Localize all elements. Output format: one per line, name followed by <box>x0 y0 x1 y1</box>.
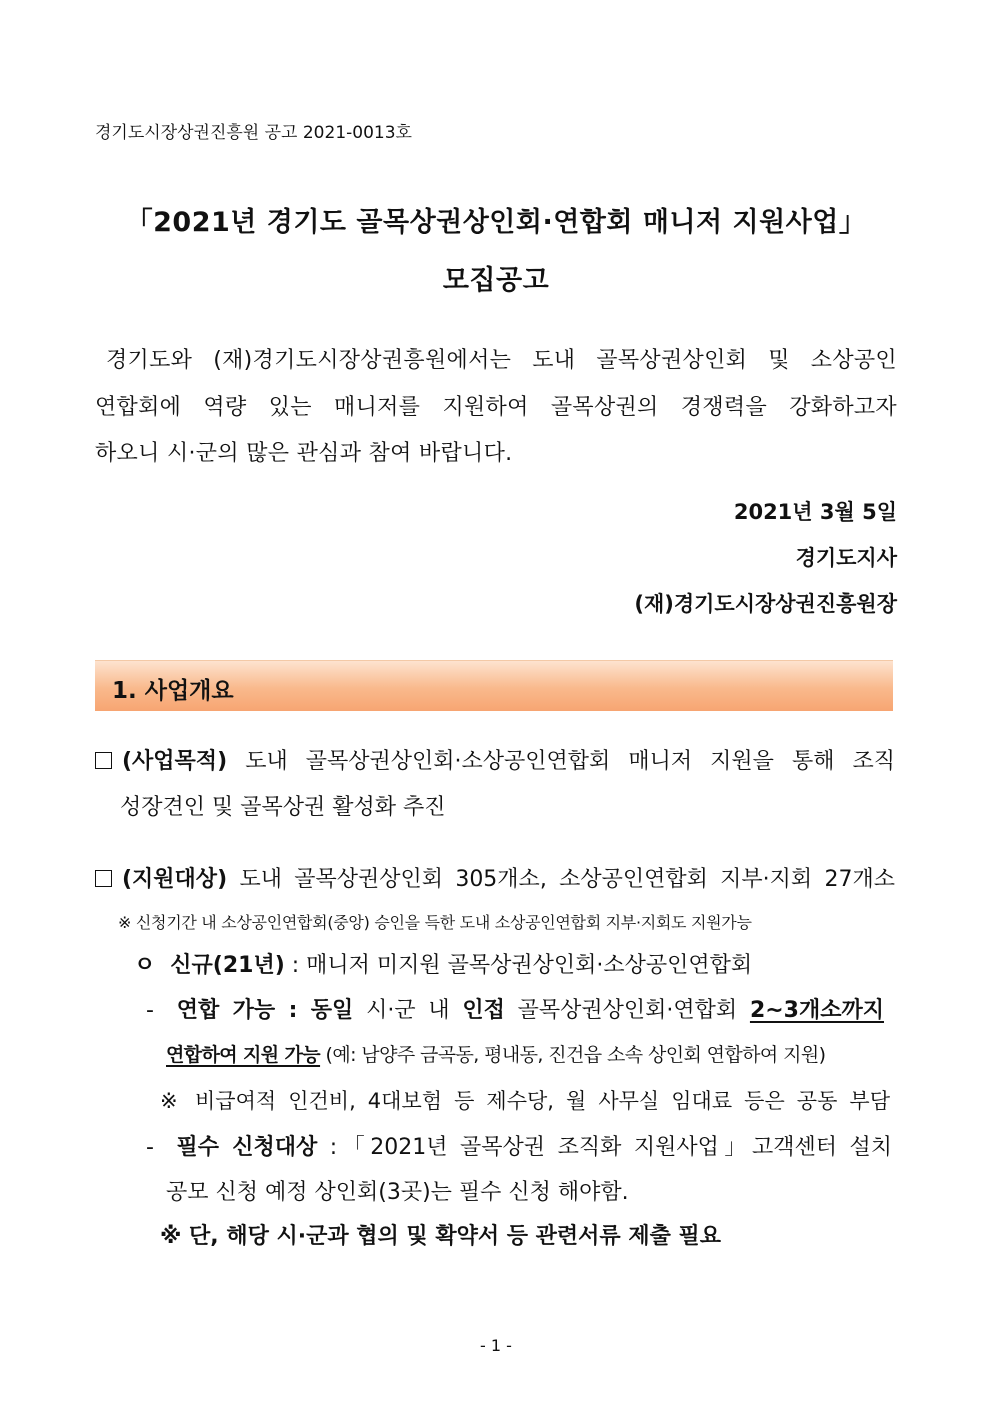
purpose-text-cont: 성장견인 및 골목상권 활성화 추진 <box>120 795 446 820</box>
required-label: 필수 신청대상 <box>176 1135 318 1160</box>
union-item <box>146 993 884 1024</box>
intro-line-2: 연합회에 역량 있는 매니저를 지원하여 골목상권의 경쟁력을 강화하고자 <box>95 395 897 420</box>
checkbox-square-icon <box>95 752 112 769</box>
target-item <box>95 862 895 893</box>
new-text: : 매니저 미지원 골목상권상인회·소상공인연합회 <box>284 953 753 978</box>
union-text-a: 시·군 내 <box>353 998 463 1023</box>
intro-line-3: 하오니 시·군의 많은 관심과 참여 바랍니다. <box>95 441 513 466</box>
dash-bullet: - <box>146 1135 154 1160</box>
circle-bullet-icon: ㅇ <box>134 953 156 978</box>
union-text-b: 골목상권상인회·연합회 <box>504 998 750 1023</box>
new-item <box>134 948 752 979</box>
issuer-governor: 경기도지사 <box>795 546 897 570</box>
target-label: (지원대상) <box>122 867 228 892</box>
purpose-item <box>95 744 895 775</box>
required-item <box>146 1130 892 1161</box>
union-label: 연합 가능 : 동일 <box>176 998 354 1023</box>
document-title: 「2021년 경기도 골목상권상인회·연합회 매니저 지원사업」 <box>125 207 867 238</box>
document-subtitle: 모집공고 <box>442 265 550 296</box>
section-heading: 1. 사업개요 <box>112 678 234 704</box>
new-label: 신규(21년) <box>170 953 285 978</box>
union-underline-b: 연합하여 지원 가능 <box>166 1044 321 1066</box>
required-text-cont: 공모 신청 예정 상인회(3곳)는 필수 신청 해야함. <box>166 1180 629 1205</box>
final-note: ※ 단, 해당 시·군과 협의 및 확약서 등 관련서류 제출 필요 <box>160 1224 721 1249</box>
checkbox-square-icon <box>95 870 112 887</box>
required-text: :「2021년 골목상권 조직화 지원사업」고객센터 설치 <box>317 1135 893 1160</box>
union-example: (예: 남양주 금곡동, 평내동, 진건읍 소속 상인회 연합하여 지원) <box>320 1044 826 1066</box>
target-text: 도내 골목상권상인회 305개소, 소상공인연합회 지부·지회 27개소 <box>239 867 895 892</box>
union-underline-a: 2~3개소까지 <box>749 998 884 1023</box>
purpose-label: (사업목적) <box>122 749 228 774</box>
union-label-adjacent: 인접 <box>462 998 505 1023</box>
target-note: ※ 신청기간 내 소상공인연합회(중앙) 승인을 득한 도내 소상공인연합회 지부·지회도 지원가능 <box>118 913 752 932</box>
union-item-cont <box>166 1040 825 1067</box>
cost-note: ※ 비급여적 인건비, 4대보험 등 제수당, 월 사무실 임대료 등은 공동 부담 <box>160 1089 890 1113</box>
notice-date: 2021년 3월 5일 <box>733 500 897 524</box>
issuer-agency: (재)경기도시장상권진흥원장 <box>634 592 897 616</box>
intro-line-1: 경기도와 (재)경기도시장상권흥원에서는 도내 골목상권상인회 및 소상공인 <box>106 348 897 373</box>
page-number: - 1 - <box>480 1336 512 1355</box>
purpose-text: 도내 골목상권상인회·소상공인연합회 매니저 지원을 통해 조직 <box>245 749 895 774</box>
dash-bullet: - <box>146 998 154 1023</box>
notice-number: 경기도시장상권진흥원 공고 2021-0013호 <box>95 123 412 143</box>
